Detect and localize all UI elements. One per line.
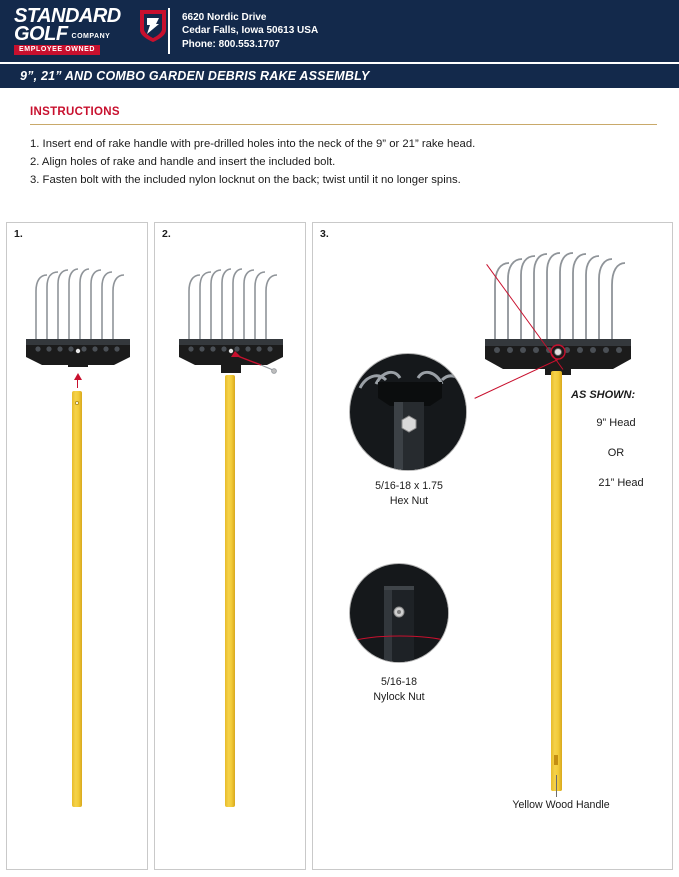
brand-logo xyxy=(0,0,168,62)
as-shown-option-21in: 21” Head xyxy=(598,477,644,489)
rake-head-21in-step3 xyxy=(481,235,635,375)
panel-1-number: 1. xyxy=(14,228,23,240)
yellow-handle-step1 xyxy=(72,391,82,807)
page-title: 9”, 21” AND COMBO GARDEN DEBRIS RAKE ASSEMBLY xyxy=(20,69,370,83)
logo-text-golf: GOLF xyxy=(14,22,68,45)
as-shown-option-9in: 9” Head xyxy=(596,417,636,429)
company-address xyxy=(170,0,318,62)
instruction-step-3: 3. Fasten bolt with the included nylon locknut on the back; twist until it no longer spins. xyxy=(30,174,461,186)
panel-step-3 xyxy=(312,222,673,870)
document-title-band xyxy=(0,62,679,88)
handle-caption-leader xyxy=(556,775,557,797)
callout-nylock-nut xyxy=(349,563,449,663)
insert-arrow-icon-step1 xyxy=(74,373,82,380)
address-phone: Phone: 800.553.1707 xyxy=(182,38,280,50)
panel-step-1 xyxy=(6,222,148,870)
callout-hex-nut-label-line1: 5/16-18 x 1.75 xyxy=(375,480,443,492)
handle-end-mark xyxy=(554,755,558,765)
instructions-section xyxy=(0,88,679,197)
insert-arrow-stem-step1 xyxy=(77,380,79,388)
rake-head-9in-step1 xyxy=(16,247,140,367)
logo-text-company: COMPANY xyxy=(71,32,111,40)
panel-3-number: 3. xyxy=(320,228,329,240)
yellow-handle-step2 xyxy=(225,375,235,807)
panel-2-number: 2. xyxy=(162,228,171,240)
logo-badge-employee-owned: EMPLOYEE OWNED xyxy=(14,45,100,55)
instructions-heading: INSTRUCTIONS xyxy=(30,106,120,118)
instruction-step-1: 1. Insert end of rake handle with pre-drilled holes into the neck of the 9” or 21” rake head. xyxy=(30,138,476,150)
logo-text-standard: STANDARD xyxy=(14,4,121,27)
instructions-divider xyxy=(30,124,657,125)
callout-nylock-nut-label-line1: 5/16-18 xyxy=(381,676,417,688)
callout-hex-nut xyxy=(349,353,467,471)
page-header xyxy=(0,0,679,62)
figure-panels xyxy=(6,222,673,870)
yellow-handle-step3 xyxy=(551,371,562,791)
address-street: 6620 Nordic Drive xyxy=(182,11,267,23)
as-shown-conjunction: OR xyxy=(607,447,625,459)
callout-nylock-nut-label xyxy=(321,675,477,705)
instruction-step-2: 2. Align holes of rake and handle and insert the included bolt. xyxy=(30,156,336,168)
rake-head-9in-step2 xyxy=(169,247,293,377)
callout-hex-nut-label xyxy=(331,479,487,509)
callout-nylock-nut-label-line2: Nylock Nut xyxy=(373,691,425,703)
sg-shield-icon xyxy=(138,8,168,44)
address-city: Cedar Falls, Iowa 50613 USA xyxy=(182,25,319,37)
as-shown-heading: AS SHOWN: xyxy=(571,389,636,401)
handle-hole-icon xyxy=(75,401,79,405)
callout-hex-nut-label-line2: Hex Nut xyxy=(389,495,429,507)
handle-caption: Yellow Wood Handle xyxy=(512,799,610,811)
panel-step-2 xyxy=(154,222,306,870)
